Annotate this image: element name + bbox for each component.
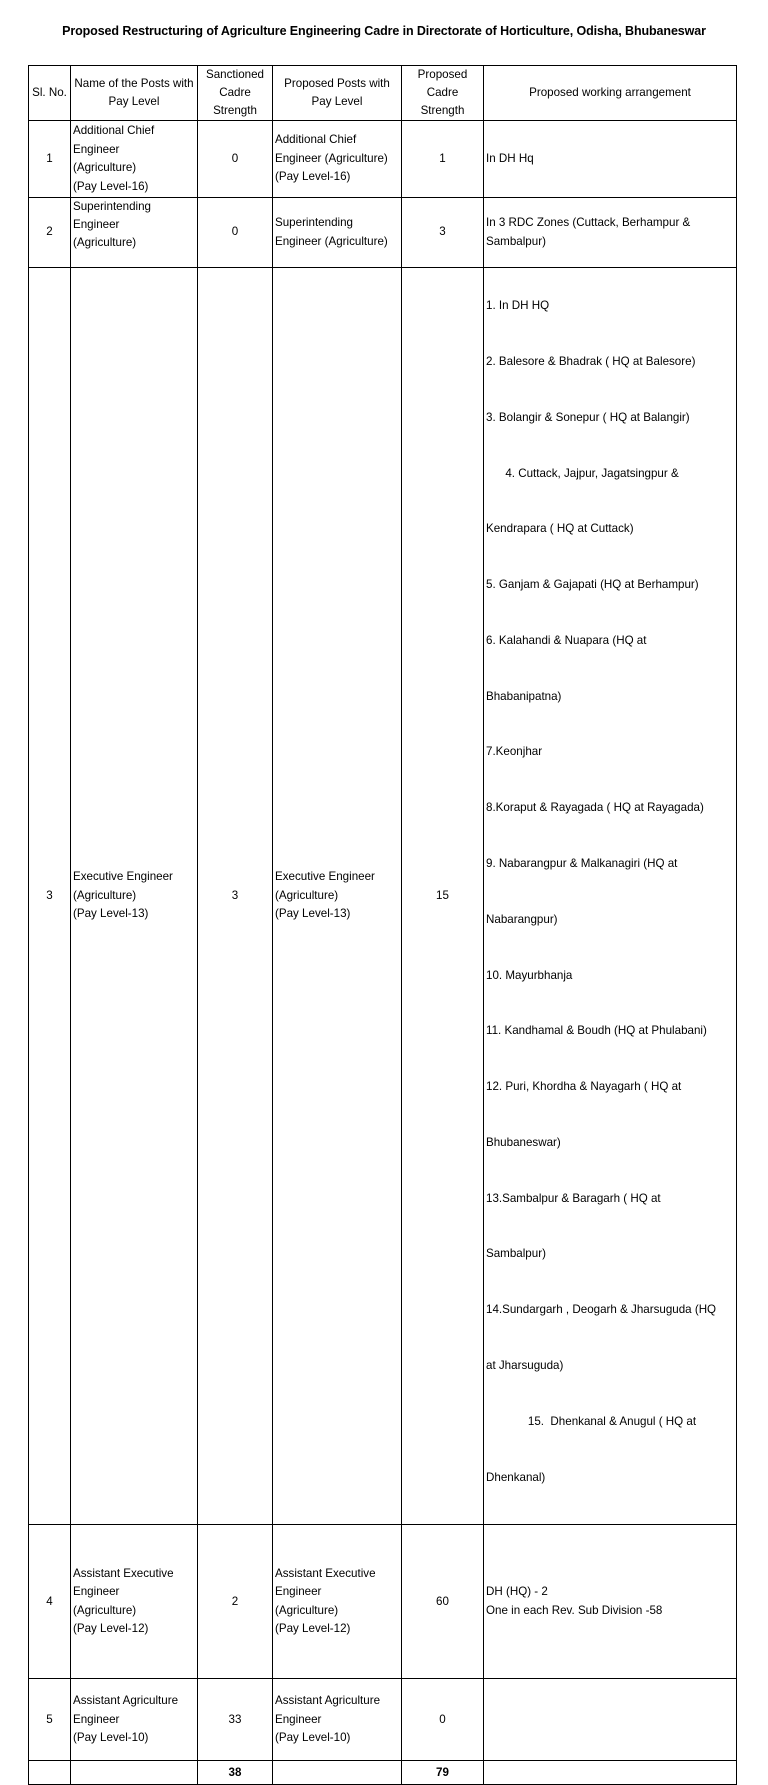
arrangement-line: 7.Keonjhar [486,745,543,759]
header-sl-no: Sl. No. [29,66,71,121]
header-proposed-strength: Proposed Cadre Strength [402,66,484,121]
arrangement-line: 15. Dhenkanal & Anugul ( HQ at [486,1414,697,1428]
arrangement-line: Bhabanipatna) [486,689,562,703]
document-title: Proposed Restructuring of Agriculture Engineering Cadre in Directorate of Horticulture, Odisha, Bhubaneswar [62,24,706,38]
table-row [29,1679,737,1761]
cell-proposed-post: Assistant Executive Engineer (Agriculture) (Pay Level-12) [273,1525,402,1679]
arrangement-line: 5. Ganjam & Gajapati (HQ at Berhampur) [486,578,699,592]
cell-post-name: Executive Engineer (Agriculture) (Pay Level-13) [71,268,198,1525]
cell-working-arrangement [484,1679,737,1761]
table-row [29,1525,737,1679]
arrangement-line: at Jharsuguda) [486,1359,564,1373]
cell-post-name: Assistant Agriculture Engineer (Pay Level-10) [71,1679,198,1761]
cell-proposed-strength: 15 [402,268,484,1525]
arrangement-line: 12. Puri, Khordha & Nayagarh ( HQ at [486,1080,682,1094]
cell-empty [484,1761,737,1785]
cadre-table [28,65,737,1785]
cell-sanctioned-strength: 2 [198,1525,273,1679]
cell-empty [273,1761,402,1785]
arrangement-line: In DH Hq [486,151,534,165]
cell-empty [29,1761,71,1785]
arrangement-line: Sambalpur) [486,1247,546,1261]
cell-proposed-post: Additional Chief Engineer (Agriculture) (Pay Level-16) [273,121,402,198]
cell-sl-no: 5 [29,1679,71,1761]
arrangement-line: 3. Bolangir & Sonepur ( HQ at Balangir) [486,410,690,424]
arrangement-line: 2. Balesore & Bhadrak ( HQ at Balesore) [486,354,696,368]
cell-sl-no: 1 [29,121,71,198]
table-row [29,121,737,198]
arrangement-line: Nabarangpur) [486,912,558,926]
arrangement-line: 9. Nabarangpur & Malkanagiri (HQ at [486,857,678,870]
arrangement-line: 13.Sambalpur & Baragarh ( HQ at [486,1191,661,1205]
arrangement-line: 8.Koraput & Rayagada ( HQ at Rayagada) [486,801,704,815]
cell-post-name: Assistant Executive Engineer (Agriculture) (Pay Level-12) [71,1525,198,1679]
cell-proposed-strength: 3 [402,198,484,268]
totals-row [29,1761,737,1785]
table-header-row [29,66,737,121]
cell-proposed-post: Executive Engineer (Agriculture) (Pay Level-13) [273,268,402,1525]
cell-proposed-strength: 0 [402,1679,484,1761]
cell-empty [71,1761,198,1785]
cell-sanctioned-strength: 33 [198,1679,273,1761]
header-sanctioned-strength: Sanctioned Cadre Strength [198,66,273,121]
cell-sanctioned-strength: 3 [198,268,273,1525]
cell-proposed-post: Superintending Engineer (Agriculture) [273,198,402,268]
arrangement-list [486,268,734,1525]
cell-proposed-strength: 1 [402,121,484,198]
cell-sl-no: 2 [29,198,71,268]
cell-sl-no: 3 [29,268,71,1525]
header-working-arrangement: Proposed working arrangement [484,66,737,121]
cell-proposed-strength: 60 [402,1525,484,1679]
cell-post-name: Additional Chief Engineer (Agriculture) (Pay Level-16) [71,121,198,198]
arrangement-line: DH (HQ) - 2 [486,1585,548,1599]
total-proposed-strength: 79 [402,1761,484,1785]
arrangement-line: 4. Cuttack, Jajpur, Jagatsingpur & [486,466,679,480]
cell-working-arrangement [484,121,737,198]
header-proposed-posts: Proposed Posts with Pay Level [273,66,402,121]
cell-sl-no: 4 [29,1525,71,1679]
arrangement-line: Dhenkanal) [486,1470,546,1484]
arrangement-line: 14.Sundargarh , Deogarh & Jharsuguda (HQ [486,1303,717,1317]
arrangement-line: Bhubaneswar) [486,1135,561,1149]
arrangement-line: 1. In DH HQ [486,299,550,313]
arrangement-line: 10. Mayurbhanja [486,968,573,982]
arrangement-line: 6. Kalahandi & Nuapara (HQ at [486,633,647,647]
cell-working-arrangement [484,268,737,1525]
cell-sanctioned-strength: 0 [198,121,273,198]
arrangement-line: Kendrapara ( HQ at Cuttack) [486,522,634,536]
cell-working-arrangement [484,1525,737,1679]
cell-post-name: Superintending Engineer (Agriculture) [71,198,198,268]
cell-sanctioned-strength: 0 [198,198,273,268]
cell-proposed-post: Assistant Agriculture Engineer (Pay Level-10) [273,1679,402,1761]
arrangement-line: In 3 RDC Zones (Cuttack, Berhampur & [486,216,691,229]
cell-working-arrangement [484,198,737,268]
arrangement-line: Sambalpur) [486,234,546,248]
arrangement-line: 11. Kandhamal & Boudh (HQ at Phulabani) [486,1024,707,1038]
header-name-of-posts: Name of the Posts with Pay Level [71,66,198,121]
total-sanctioned-strength: 38 [198,1761,273,1785]
arrangement-line: One in each Rev. Sub Division -58 [486,1603,663,1617]
table-row [29,198,737,268]
table-row [29,268,737,1525]
